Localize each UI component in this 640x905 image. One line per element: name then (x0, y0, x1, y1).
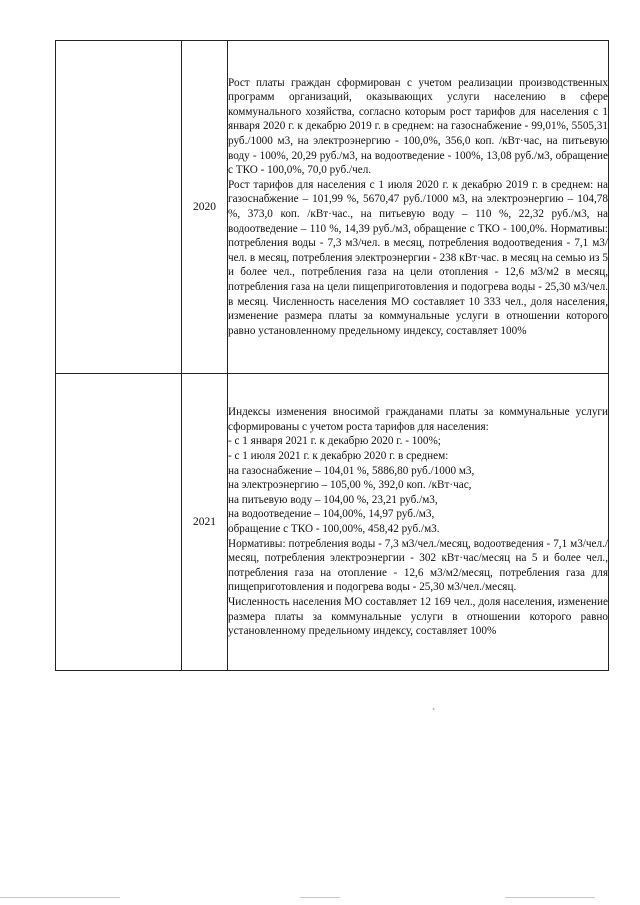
empty-cell (56, 41, 182, 374)
paragraph: на газоснабжение – 104,01 %, 5886,80 руб./1000 м3, (228, 464, 475, 477)
paragraph: Рост тарифов для населения с 1 июля 2020 г. к декабрю 2019 г. в среднем: на газоснабжение – 101,99 %, 5670,47 руб./1000 м3, на электроэнергию – 104,78 %, 373,0 коп. /кВт·час., на питьевую воду – 110 %, 22,32 руб./м3, на водоотведение – 110 %, 14,39 руб./м3, обращение с ТКО - 100,0%. Нормативы: потребления воды - 7,3 м3/чел. в месяц, потребления водоотведения - 7,1 м3/чел. в месяц, потребления электроэнергии - 238 кВт·час. в месяц на семью из 5 и более чел., потребления газа на цели отопления - 12,6 м3/м2 в месяц, потребления газа на цели пищеприготовления и подогрева воды - 25,30 м3/чел. в месяц. Численность населения МО составляет 10 333 чел., доля населения, изменение размера платы за коммунальные услуги в отношении которого равно установленному предельному индексу, составляет 100% (228, 178, 608, 337)
paragraph: - с 1 января 2021 г. к декабрю 2020 г. - 100%; (228, 435, 441, 448)
year-cell: 2021 (182, 374, 228, 671)
empty-cell (56, 374, 182, 671)
paragraph: Рост платы граждан сформирован с учетом реализации производственных программ организаций, оказывающих услуги населению в сфере коммунального хозяйства, согласно которым рост тарифов для населения с 1 января 2020 г. к декабрю 2019 г. в среднем: на газоснабжение - 99,01%, 5505,31 руб./1000 м3, на электроэнергию - 100,0%, 356,0 коп. /кВт·час, на питьевую воду - 100%, 20,29 руб./м3, на водоотведение - 100%, 13,08 руб./м3, обращение с ТКО - 100,0%, 70,0 руб./чел. (228, 76, 608, 177)
paragraph: на электроэнергию – 105,00 %, 392,0 коп. /кВт·час, (228, 479, 472, 492)
paragraph: Численность населения МО составляет 12 169 чел., доля населения, изменение размера платы за коммунальные услуги в отношении которого равно установленному предельному индексу, составляет 100% (228, 595, 608, 638)
description-cell (228, 41, 609, 374)
paragraph: на питьевую воду – 104,00 %, 23,21 руб./м3, (228, 493, 438, 506)
paragraph: - с 1 июля 2021 г. к декабрю 2020 г. в среднем: (228, 450, 449, 463)
scan-edge-line (0, 897, 120, 898)
scan-edge-line (505, 897, 595, 898)
paragraph: Индексы изменения вносимой гражданами платы за коммунальные услуги сформированы с учетом роста тарифов для населения: (228, 406, 608, 433)
paragraph: на водоотведение – 104,00%, 14,97 руб./м3, (228, 508, 435, 521)
paragraph: Нормативы: потребления воды - 7,3 м3/чел./месяц, водоотведения - 7,1 м3/чел./месяц, потребления электроэнергии - 302 кВт·час/месяц на 5 и более чел., потребления газа на отопление - 12,6 м3/м2/месяц, потребления газа для пищеприготовления и подогрева воды - 25,30 м3/чел./месяц. (228, 537, 608, 594)
scan-edge-line (300, 897, 340, 898)
year-cell: 2020 (182, 41, 228, 374)
table-row-2021 (56, 374, 609, 671)
paragraph: обращение с ТКО - 100,00%, 458,42 руб./м3. (228, 523, 440, 535)
table-row-2020 (56, 41, 609, 374)
description-cell (228, 374, 609, 671)
tariff-table (55, 40, 609, 671)
stray-mark: ` (432, 708, 436, 719)
